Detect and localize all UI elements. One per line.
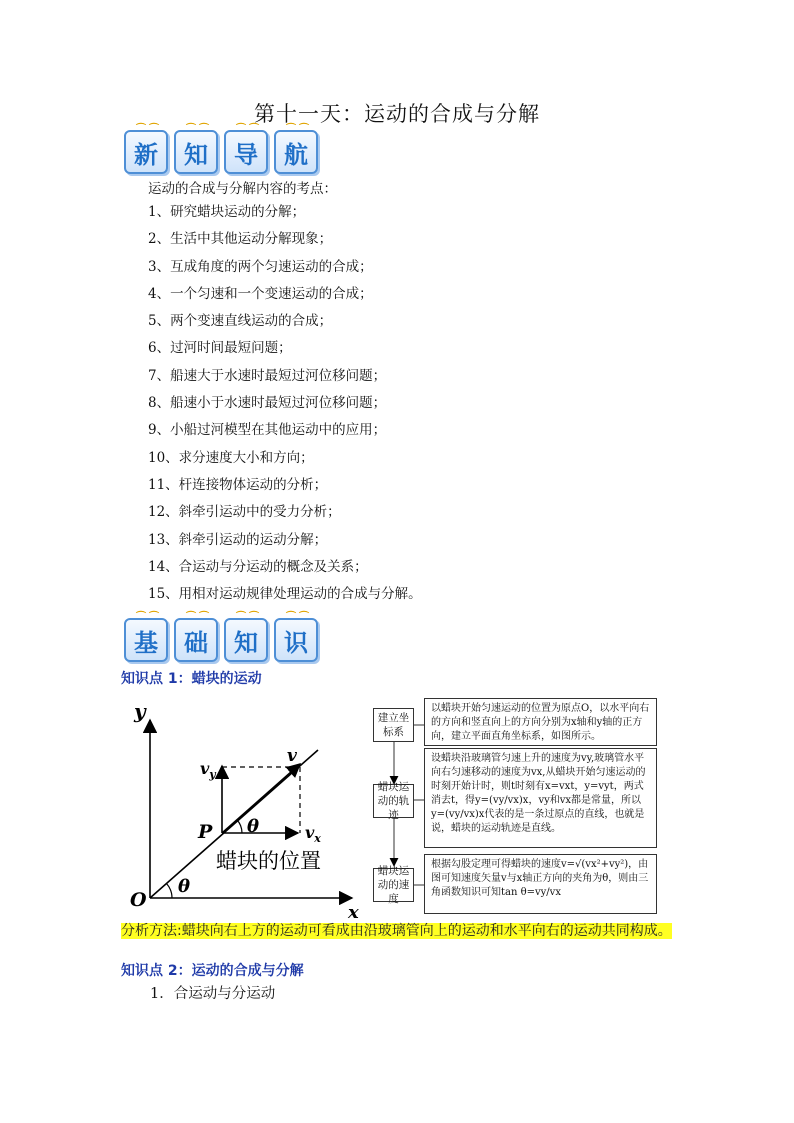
banner-char: 基 bbox=[134, 627, 158, 657]
v-label: v bbox=[287, 746, 297, 766]
flow-step1-text: 以蜡块开始匀速运动的位置为原点O，以水平向右的方向和竖直向上的方向分别为x轴和y轴的正方向，建立平面直角坐标系，如图所示。 bbox=[424, 698, 657, 746]
banner-char: 识 bbox=[284, 627, 308, 657]
flow-step3-text: 根据勾股定理可得蜡块的速度v=√(vx²+vy²)，由图可知速度矢量v与x轴正方向的夹角为θ，则由三角函数知识可知tan θ=vy/vx bbox=[424, 854, 657, 914]
list-item: 15、用相对运动规律处理运动的合成与分解。 bbox=[148, 586, 422, 603]
banner-char: 导 bbox=[234, 139, 258, 169]
list-item: 14、合运动与分运动的概念及关系； bbox=[148, 558, 368, 575]
vx-sub: x bbox=[314, 832, 321, 845]
subsection-1: 1．合运动与分运动 bbox=[150, 986, 276, 1002]
banner-char: 知 bbox=[234, 627, 258, 657]
angle-arc-p bbox=[237, 820, 242, 833]
list-item: 11、杆连接物体运动的分析； bbox=[148, 476, 328, 493]
flow-step1-label: 建立坐标系 bbox=[373, 708, 414, 742]
theta-label-p: θ bbox=[247, 816, 260, 837]
topics-intro: 运动的合成与分解内容的考点： bbox=[148, 181, 337, 197]
kp-prefix: 知识点 2： bbox=[121, 963, 192, 979]
list-item: 3、互成角度的两个匀速运动的合成； bbox=[148, 258, 373, 275]
diagram-caption: 蜡块的位置 bbox=[216, 849, 321, 873]
list-item: 5、两个变速直线运动的合成； bbox=[148, 313, 333, 330]
point-p-label: P bbox=[198, 821, 213, 843]
analysis-method bbox=[121, 921, 691, 941]
pin-icon: ⌒⌒ bbox=[286, 612, 312, 623]
pin-icon: ⌒⌒ bbox=[136, 612, 162, 623]
pin-icon: ⌒⌒ bbox=[186, 612, 212, 623]
y-axis-label: y bbox=[134, 699, 146, 723]
list-item: 1、研究蜡块运动的分解； bbox=[148, 204, 306, 220]
kp-title: 蜡块的运动 bbox=[191, 671, 262, 687]
flow-step2-text: 设蜡块沿玻璃管匀速上升的速度为vy,玻璃管水平向右匀速移动的速度为vx,从蜡块开始匀速运动的时刻开始计时，则t时刻有x=vxt，y=vyt，两式消去t，得y=(vy/vx)x，vy和vx都是常量，所以y=(vy/vx)x代表的是一条过原点的直线，也就是说，蜡块的运动轨迹是直线。 bbox=[424, 748, 657, 848]
knowledge-point-2 bbox=[121, 960, 304, 980]
pin-icon: ⌒⌒ bbox=[186, 124, 212, 135]
trajectory-line bbox=[150, 750, 318, 898]
list-item: 2、生活中其他运动分解现象； bbox=[148, 231, 333, 248]
vy-main: v bbox=[200, 759, 210, 778]
list-item: 13、斜牵引运动的运动分解； bbox=[148, 531, 328, 548]
vx-main: v bbox=[305, 823, 315, 842]
list-item: 12、斜牵引运动中的受力分析； bbox=[148, 504, 341, 521]
pin-icon: ⌒⌒ bbox=[236, 612, 262, 623]
list-item: 6、过河时间最短问题； bbox=[148, 340, 292, 357]
banner-char: 知 bbox=[184, 139, 208, 169]
page-title: 第十一天：运动的合成与分解 bbox=[254, 102, 540, 126]
list-item: 7、船速大于水速时最短过河位移问题； bbox=[148, 367, 387, 384]
analysis-method-text: 分析方法:蜡块向右上方的运动可看成由沿玻璃管向上的运动和水平向右的运动共同构成。 bbox=[121, 923, 672, 939]
flow-step3-label: 蜡块运动的速度 bbox=[373, 868, 414, 902]
banner-char: 新 bbox=[134, 139, 158, 169]
origin-label: O bbox=[130, 889, 147, 911]
list-item: 9、小船过河模型在其他运动中的应用； bbox=[148, 422, 387, 439]
pin-icon: ⌒⌒ bbox=[236, 124, 262, 135]
vx-label bbox=[305, 823, 321, 845]
vy-sub: y bbox=[209, 768, 216, 781]
kp-prefix: 知识点 1： bbox=[121, 671, 192, 687]
pin-icon: ⌒⌒ bbox=[286, 124, 312, 135]
kp-title: 运动的合成与分解 bbox=[191, 963, 304, 979]
banner-char: 航 bbox=[284, 139, 308, 169]
banner-char: 础 bbox=[184, 627, 208, 657]
pin-icon: ⌒⌒ bbox=[136, 124, 162, 135]
velocity-v-arrow bbox=[222, 764, 300, 833]
x-axis-label: x bbox=[348, 902, 359, 923]
flow-step2-label: 蜡块运动的轨迹 bbox=[373, 784, 414, 818]
list-item: 4、一个匀速和一个变速运动的合成； bbox=[148, 285, 373, 302]
list-item: 8、船速小于水速时最短过河位移问题； bbox=[148, 395, 387, 412]
angle-arc-origin bbox=[167, 884, 173, 899]
theta-label-origin: θ bbox=[178, 876, 191, 897]
vy-label bbox=[200, 759, 217, 781]
list-item: 10、求分速度大小和方向； bbox=[148, 449, 314, 466]
